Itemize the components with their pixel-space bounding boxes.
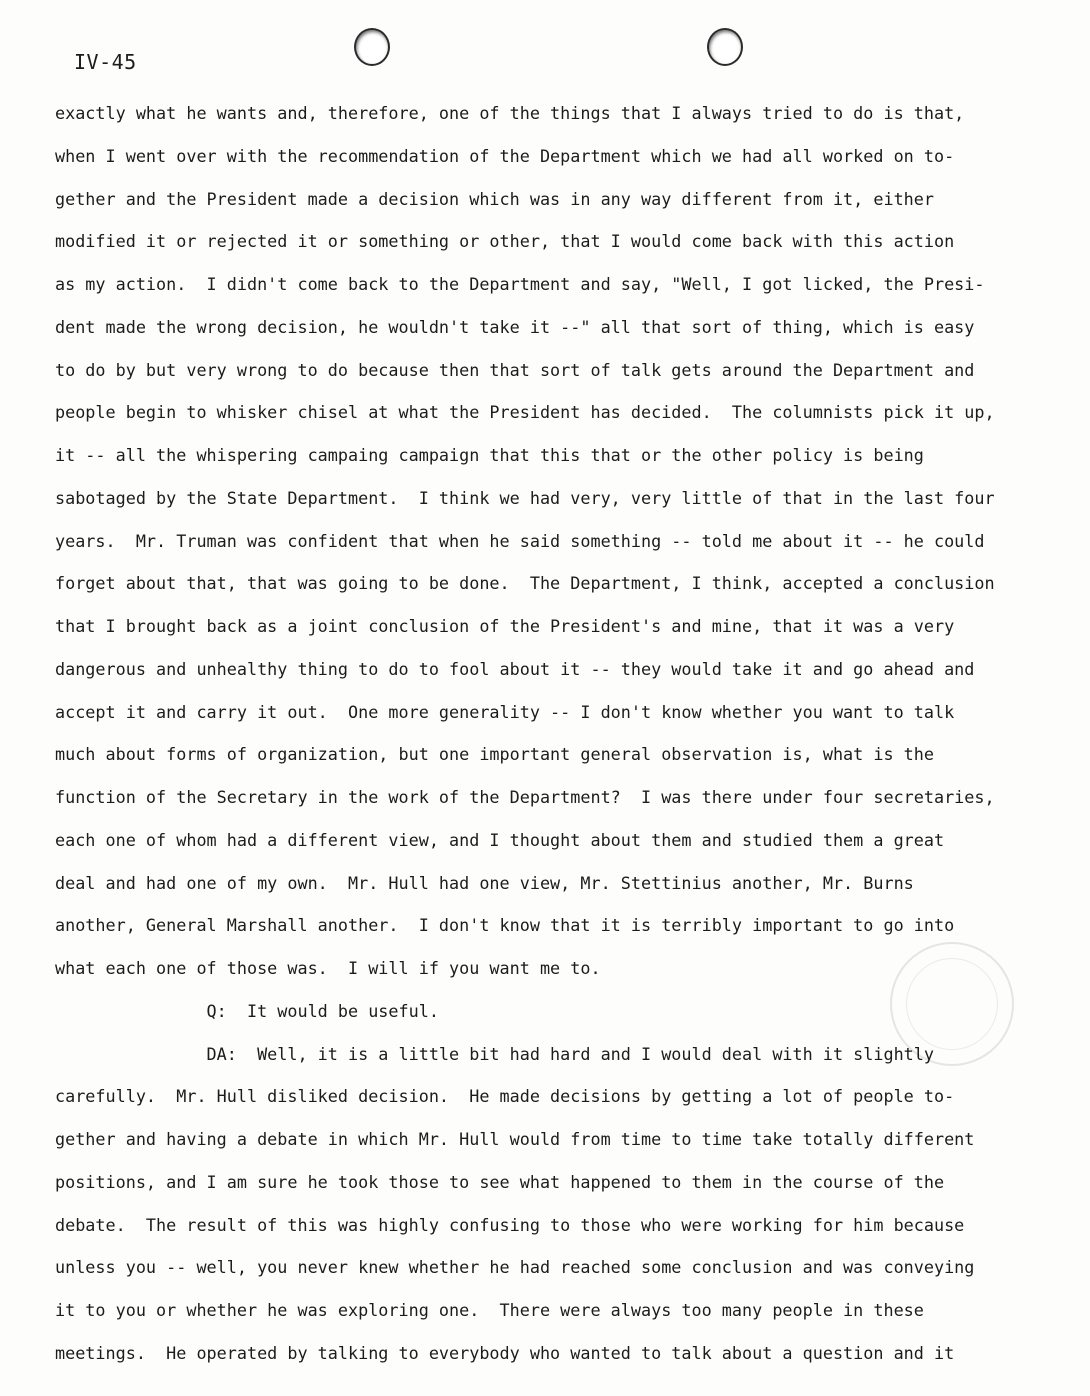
text-line: much about forms of organization, but one important general observation is, what is the: [55, 744, 934, 765]
text-line: dent made the wrong decision, he wouldn't take it --" all that sort of thing, which is easy: [55, 316, 975, 337]
text-line: exactly what he wants and, therefore, one of the things that I always tried to do is that,: [55, 103, 965, 123]
text-line: positions, and I am sure he took those to see what happened to them in the course of the: [55, 1171, 945, 1192]
text-line: another, General Marshall another. I don't know that it is terribly important to go into: [55, 915, 955, 936]
text-line: debate. The result of this was highly confusing to those who were working for him because: [55, 1214, 965, 1235]
punch-hole-right: [709, 30, 741, 64]
text-line: when I went over with the recommendation of the Department which we had all worked on to-: [55, 145, 955, 166]
text-line: forget about that, that was going to be done. The Department, I think, accepted a conclusion: [55, 573, 995, 594]
text-line: DA: Well, it is a little bit had hard and I would deal with it slightly: [55, 1043, 934, 1064]
text-line: carefully. Mr. Hull disliked decision. He made decisions by getting a lot of people to-: [55, 1086, 955, 1107]
text-line: gether and the President made a decision which was in any way different from it, either: [55, 188, 934, 209]
text-line: each one of whom had a different view, and I thought about them and studied them a great: [55, 829, 945, 850]
text-line: it -- all the whispering campaing campaign that this that or the other policy is being: [55, 445, 924, 465]
text-line: it to you or whether he was exploring one. There were always too many people in these: [55, 1300, 924, 1320]
text-line: that I brought back as a joint conclusion of the President's and mine, that it was a very: [55, 616, 955, 636]
text-line: deal and had one of my own. Mr. Hull had one view, Mr. Stettinius another, Mr. Burns: [55, 872, 914, 893]
text-line: people begin to whisker chisel at what the President has decided. The columnists pick it up,: [55, 402, 995, 423]
text-line: years. Mr. Truman was confident that when he said something -- told me about it -- he could: [55, 530, 985, 551]
text-line: dangerous and unhealthy thing to do to fool about it -- they would take it and go ahead and: [55, 658, 975, 679]
text-line: gether and having a debate in which Mr. Hull would from time to time take totally different: [55, 1129, 975, 1149]
text-line: modified it or rejected it or something or other, that I would come back with this action: [55, 231, 955, 252]
text-line: Q: It would be useful.: [55, 1000, 439, 1021]
text-line: accept it and carry it out. One more generality -- I don't know whether you want to talk: [55, 701, 955, 722]
text-line: meetings. He operated by talking to everybody who wanted to talk about a question and it: [55, 1342, 955, 1363]
text-line: unless you -- well, you never knew whether he had reached some conclusion and was conveying: [55, 1257, 975, 1278]
text-line: as my action. I didn't come back to the Department and say, "Well, I got licked, the Presi-: [55, 274, 985, 294]
punch-hole-left: [356, 30, 388, 64]
text-line: to do by but very wrong to do because then that sort of talk gets around the Department and: [55, 359, 975, 380]
page-number: IV-45: [74, 50, 137, 74]
text-line: function of the Secretary in the work of the Department? I was there under four secretaries,: [55, 787, 995, 807]
text-line: what each one of those was. I will if you want me to.: [55, 958, 601, 978]
text-line: sabotaged by the State Department. I think we had very, very little of that in the last four: [55, 487, 995, 508]
